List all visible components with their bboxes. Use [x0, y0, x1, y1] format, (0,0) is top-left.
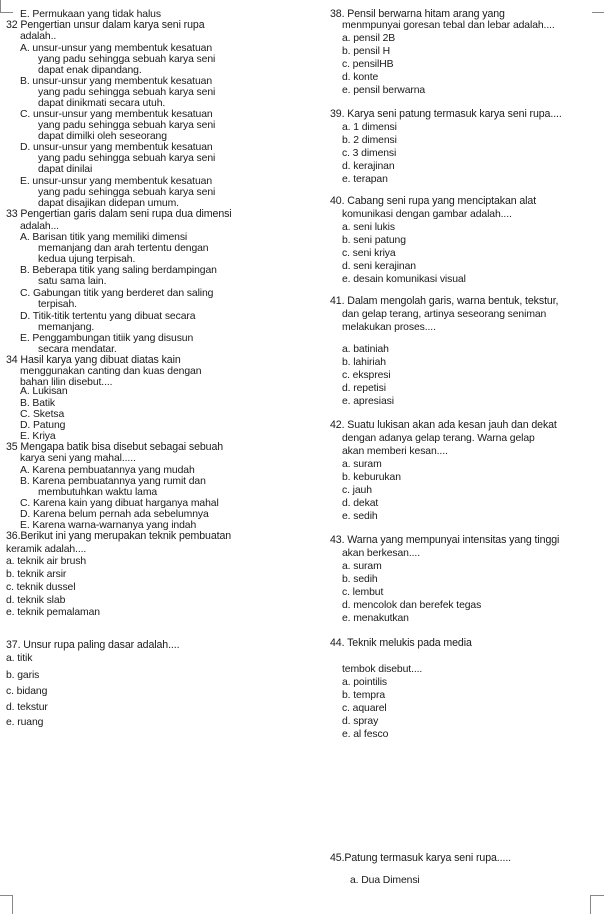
crop-mark-top-right	[592, 0, 604, 13]
option-line: D. Titik-titik tertentu yang dibuat secara	[20, 311, 196, 322]
option-line: e. al fesco	[342, 729, 389, 740]
text-line: keramik adalah....	[6, 544, 87, 555]
option-line: d. seni kerajinan	[342, 261, 416, 272]
question-32: 32 Pengertian unsur dalam karya seni rupa	[6, 19, 205, 31]
text-line: memanjang.	[38, 322, 95, 333]
text-line: satu sama lain.	[38, 276, 107, 287]
option-line: C. unsur-unsur yang membentuk kesatuan	[20, 109, 213, 120]
option-line: C. Sketsa	[20, 409, 65, 420]
question-37: 37. Unsur rupa paling dasar adalah....	[6, 639, 180, 651]
text-line: adalah..	[20, 31, 57, 42]
question-41: 41. Dalam mengolah garis, warna bentuk, tekstur,	[330, 295, 559, 307]
text-line: E. Permukaan yang tidak halus	[20, 9, 161, 20]
option-line: c. seni kriya	[342, 248, 396, 259]
text-line: membutuhkan waktu lama	[38, 487, 158, 498]
question-40: 40. Cabang seni rupa yang menciptakan alat	[330, 195, 537, 207]
option-line: a. 1 dimensi	[342, 122, 397, 133]
option-line: e. menakutkan	[342, 613, 409, 624]
option-line: a. batiniah	[342, 344, 389, 355]
option-line: a. teknik air brush	[6, 556, 87, 567]
option-line: d. spray	[342, 716, 379, 727]
option-line: c. ekspresi	[342, 370, 391, 381]
option-line: b. pensil H	[342, 46, 390, 57]
text-line: yang padu sehingga sebuah karya seni	[38, 153, 216, 164]
option-line: B. Beberapa titik yang saling berdampingan	[20, 265, 217, 276]
text-line: dapat enak dipandang.	[38, 65, 142, 76]
crop-mark-bottom-right	[590, 895, 604, 914]
option-line: e. ruang	[6, 717, 44, 728]
option-line: a. titik	[6, 653, 33, 664]
option-line: b. tempra	[342, 690, 385, 701]
option-line: d. konte	[342, 72, 379, 83]
question-35: 35 Mengapa batik bisa disebut sebagai sebuah	[6, 441, 224, 453]
option-line: a. Dua Dimensi	[350, 875, 420, 886]
text-line: akan berkesan....	[342, 548, 421, 559]
question-42: 42. Suatu lukisan akan ada kesan jauh dan dekat	[330, 419, 557, 431]
text-line: dapat dinilai	[38, 164, 93, 175]
option-line: b. lahiriah	[342, 357, 386, 368]
text-line: bahan lilin disebut....	[20, 377, 113, 388]
option-line: b. teknik arsir	[6, 569, 67, 580]
option-line: b. 2 dimensi	[342, 135, 397, 146]
option-line: E. Kriya	[20, 431, 56, 442]
option-line: c. lembut	[342, 587, 384, 598]
option-line: a. seni lukis	[342, 222, 395, 233]
question-38: 38. Pensil berwarna hitam arang yang	[330, 8, 505, 20]
option-line: A. Lukisan	[20, 386, 68, 397]
option-line: A. Barisan titik yang memiliki dimensi	[20, 232, 188, 243]
question-43: 43. Warna yang mempunyai intensitas yang tinggi	[330, 534, 560, 546]
option-line: e. sedih	[342, 511, 378, 522]
question-36: 36.Berikut ini yang merupakan teknik pembuatan	[6, 530, 232, 542]
text-line: yang padu sehingga sebuah karya seni	[38, 87, 216, 98]
text-line: menmpunyai goresan tebal dan lebar adalah....	[342, 20, 555, 31]
text-line: komunikasi dengan gambar adalah....	[342, 209, 512, 220]
text-line: yang padu sehingga sebuah karya seni	[38, 187, 216, 198]
option-line: D. Patung	[20, 420, 66, 431]
question-33: 33 Pengertian garis dalam seni rupa dua dimensi	[6, 208, 232, 220]
option-line: d. kerajinan	[342, 161, 395, 172]
option-line: a. pensil 2B	[342, 33, 396, 44]
question-44: 44. Teknik melukis pada media	[330, 637, 472, 649]
text-line: dapat dimilki oleh seseorang	[38, 131, 167, 142]
option-line: A. Karena pembuatannya yang mudah	[20, 465, 195, 476]
text-line: memanjang dan arah tertentu dengan	[38, 243, 209, 254]
question-34: 34 Hasil karya yang dibuat diatas kain	[6, 354, 181, 366]
text-line: yang padu sehingga sebuah karya seni	[38, 54, 216, 65]
option-line: b. keburukan	[342, 472, 401, 483]
text-line: akan memberi kesan....	[342, 446, 448, 457]
option-line: b. sedih	[342, 574, 378, 585]
option-line: d. tekstur	[6, 702, 48, 713]
option-line: e. teknik pemalaman	[6, 607, 100, 618]
text-line: kedua ujung terpisah.	[38, 254, 136, 265]
option-line: C. Gabungan titik yang berderet dan saling	[20, 288, 214, 299]
option-line: d. repetisi	[342, 383, 386, 394]
option-line: e. terapan	[342, 174, 388, 185]
text-line: dapat dinikmati secara utuh.	[38, 98, 166, 109]
question-45: 45.Patung termasuk karya seni rupa.....	[330, 852, 511, 864]
option-line: a. pointilis	[342, 677, 388, 688]
text-line: dan gelap terang, artinya seseorang seniman	[342, 309, 547, 320]
option-line: C. Karena kain yang dibuat harganya mahal	[20, 498, 219, 509]
crop-mark-top-left	[0, 0, 13, 13]
option-line: c. 3 dimensi	[342, 148, 397, 159]
option-line: A. unsur-unsur yang membentuk kesatuan	[20, 43, 212, 54]
question-39: 39. Karya seni patung termasuk karya seni rupa....	[330, 108, 562, 120]
option-line: c. jauh	[342, 485, 372, 496]
option-line: B. Karena pembuatannya yang rumit dan	[20, 476, 206, 487]
text-line: tembok disebut....	[342, 664, 423, 675]
option-line: B. unsur-unsur yang membentuk kesatuan	[20, 76, 212, 87]
option-line: D. Karena belum pernah ada sebelumnya	[20, 509, 209, 520]
text-line: menggunakan canting dan kuas dengan	[20, 366, 202, 377]
option-line: d. dekat	[342, 498, 379, 509]
text-line: dapat disajikan didepan umum.	[38, 198, 179, 209]
option-line: d. teknik slab	[6, 595, 66, 606]
option-line: c. aquarel	[342, 703, 387, 714]
text-line: melakukan proses....	[342, 322, 436, 333]
option-line: e. desain komunikasi visual	[342, 274, 466, 285]
option-line: a. suram	[342, 459, 382, 470]
text-line: adalah...	[20, 221, 59, 232]
text-line: terpisah.	[38, 299, 77, 310]
option-line: b. garis	[6, 670, 40, 681]
option-line: c. pensilHB	[342, 59, 394, 70]
option-line: E. Karena warna-warnanya yang indah	[20, 520, 197, 531]
option-line: E. Penggambungan titiik yang disusun	[20, 333, 194, 344]
option-line: a. suram	[342, 561, 382, 572]
option-line: c. teknik dussel	[6, 582, 76, 593]
text-line: dengan adanya gelap terang. Warna gelap	[342, 433, 535, 444]
option-line: e. apresiasi	[342, 396, 394, 407]
text-line: karya seni yang mahal.....	[20, 453, 136, 464]
option-line: c. bidang	[6, 686, 48, 697]
text-line: secara mendatar.	[38, 344, 117, 355]
option-line: B. Batik	[20, 398, 56, 409]
option-line: E. unsur-unsur yang membentuk kesatuan	[20, 176, 212, 187]
crop-mark-bottom-left	[0, 895, 13, 914]
option-line: e. pensil berwarna	[342, 85, 426, 96]
text-line: yang padu sehingga sebuah karya seni	[38, 120, 216, 131]
option-line: b. seni patung	[342, 235, 406, 246]
option-line: D. unsur-unsur yang membentuk kesatuan	[20, 142, 213, 153]
option-line: d. mencolok dan berefek tegas	[342, 600, 482, 611]
